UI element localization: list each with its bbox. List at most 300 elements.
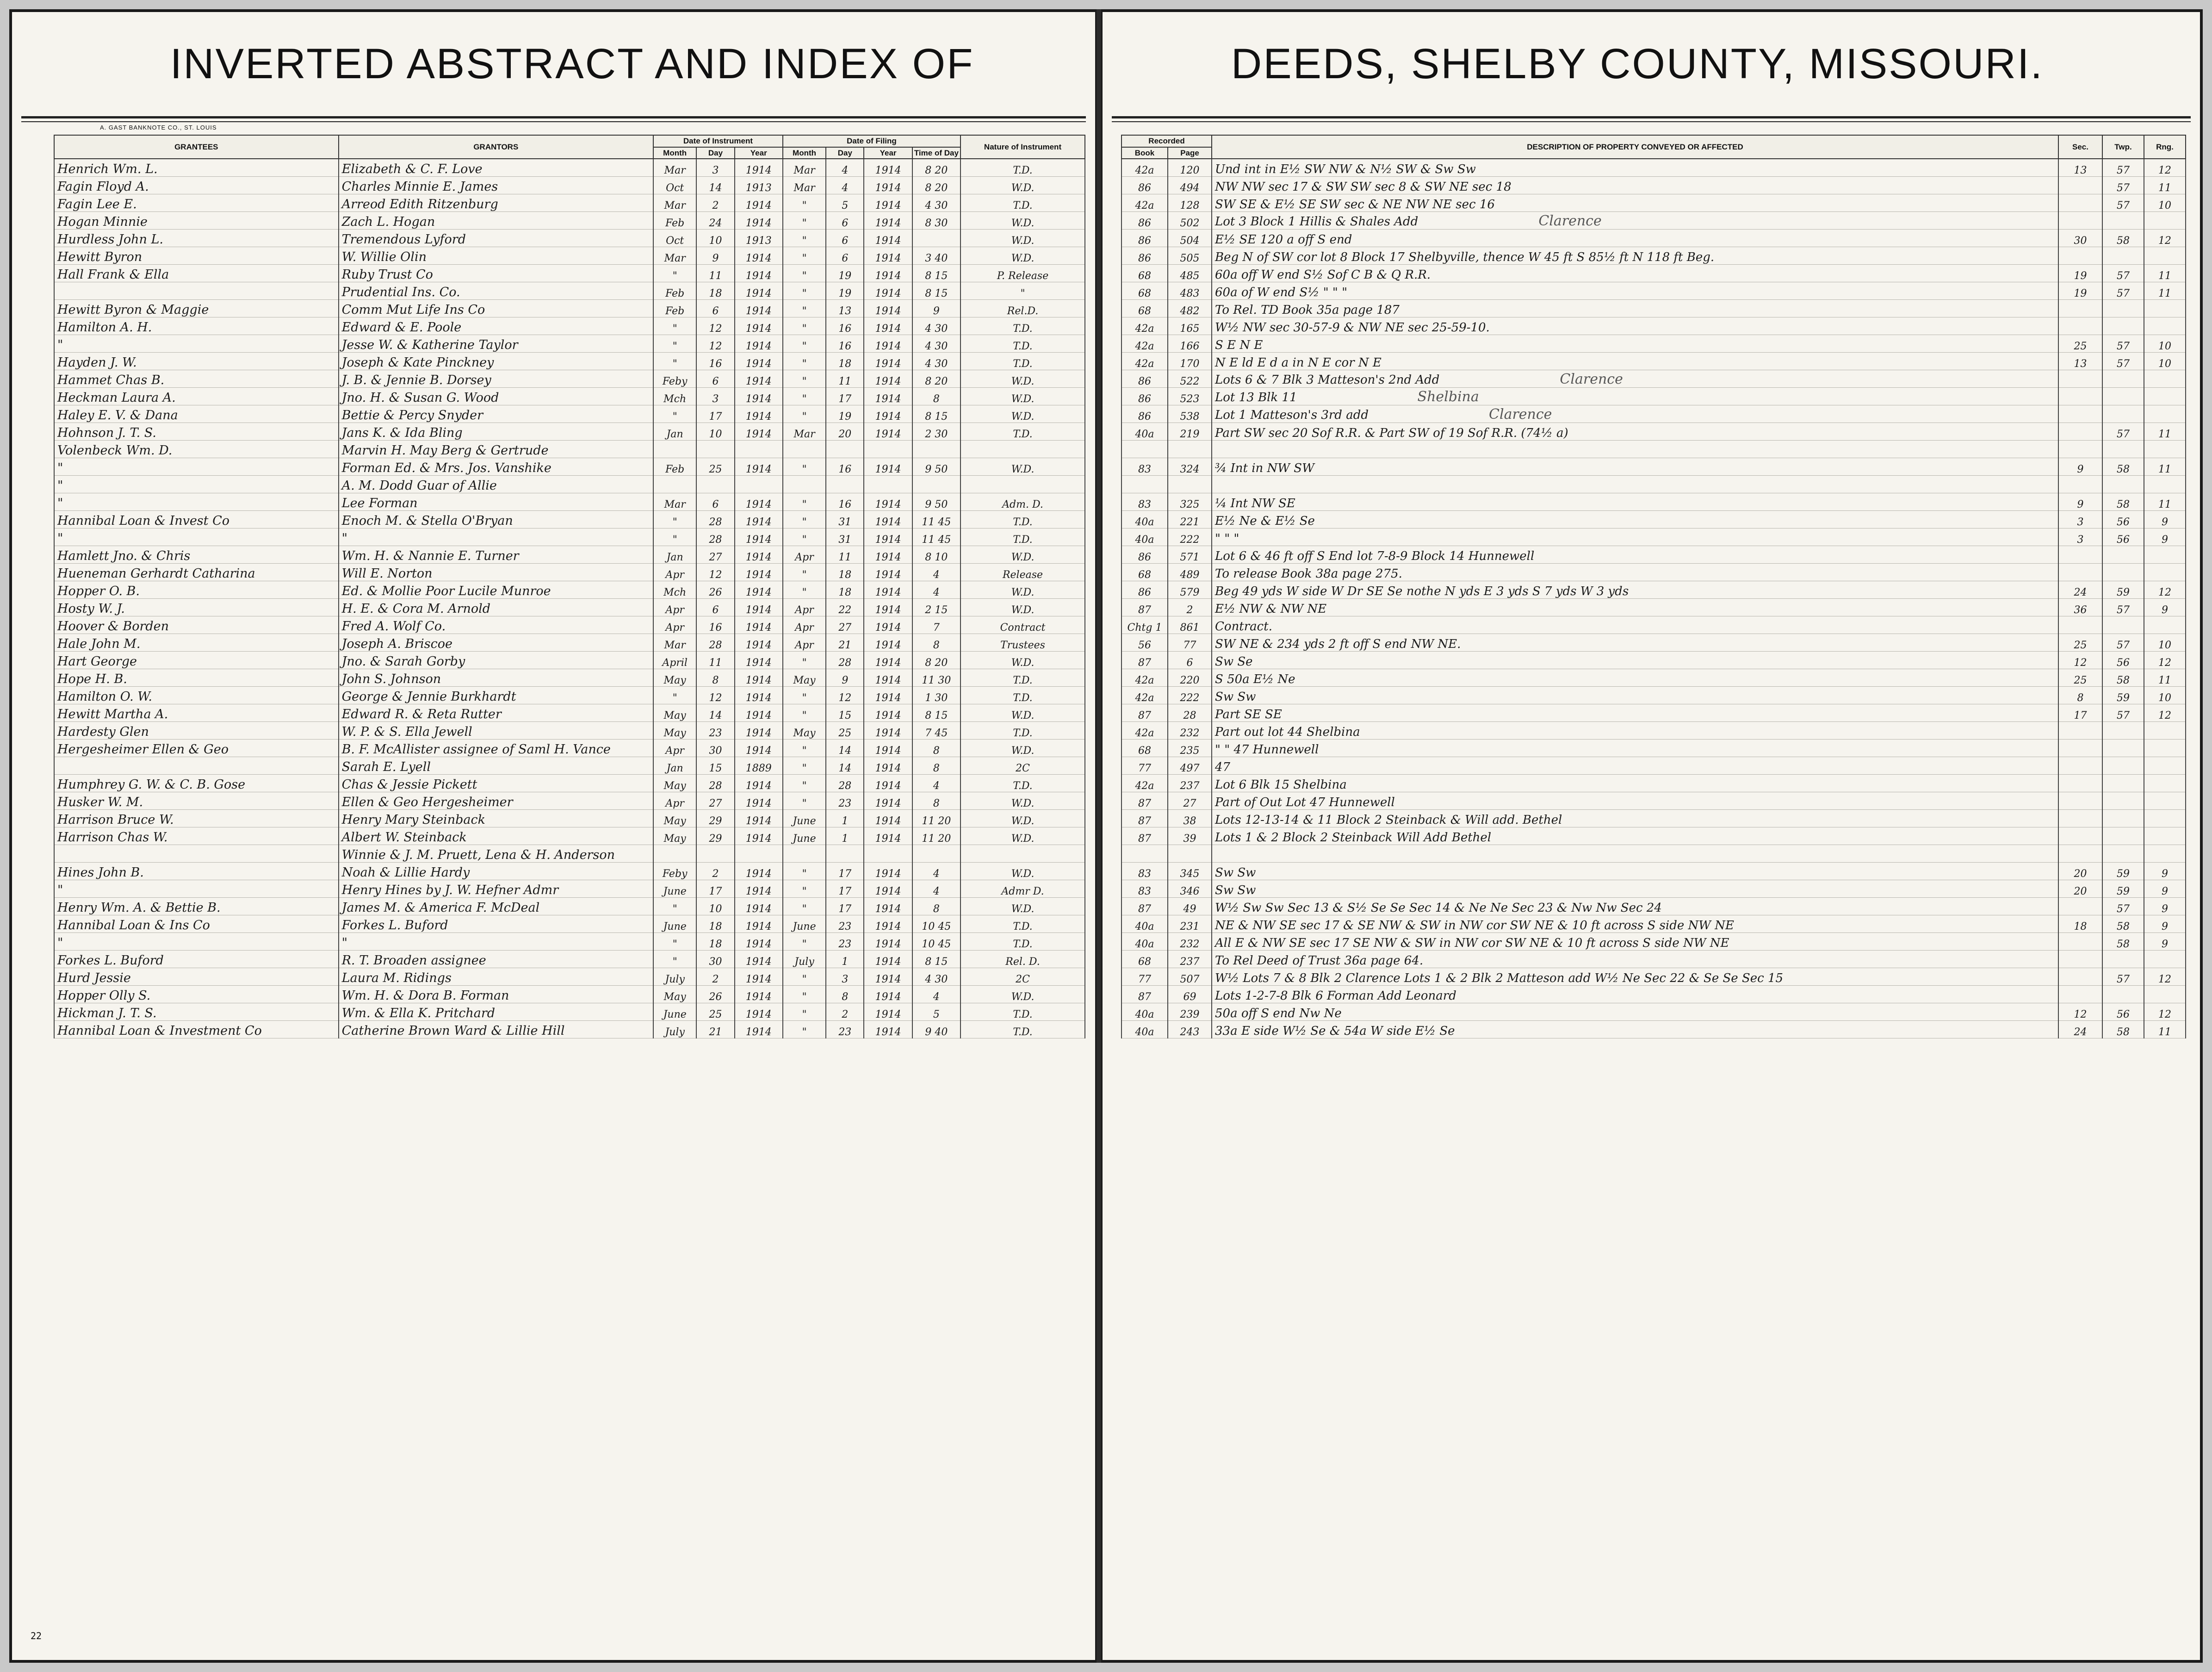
instrument-day-cell: 14 bbox=[696, 704, 734, 722]
instrument-year-cell: 1914 bbox=[735, 599, 783, 616]
instrument-year-cell: 1914 bbox=[735, 880, 783, 898]
ledger-row bbox=[54, 159, 1085, 177]
township-cell: 57 bbox=[2102, 265, 2144, 282]
grantor-cell: Catherine Brown Ward & Lillie Hill bbox=[339, 1021, 653, 1038]
grantor-cell: J. B. & Jennie B. Dorsey bbox=[339, 370, 653, 388]
filing-month-cell: " bbox=[783, 1021, 826, 1038]
filing-time-cell: 11 20 bbox=[912, 827, 960, 845]
filing-time-cell: 5 bbox=[912, 1003, 960, 1021]
section-cell: 19 bbox=[2058, 282, 2102, 300]
instrument-year-cell: 1914 bbox=[735, 915, 783, 933]
description-cell bbox=[1212, 423, 2058, 441]
filing-month-cell: " bbox=[783, 986, 826, 1003]
instrument-month-cell: Feb bbox=[653, 458, 696, 476]
filing-day-cell: 23 bbox=[826, 915, 864, 933]
instrument-year-cell: 1914 bbox=[735, 159, 783, 177]
grantor-cell: Henry Mary Steinback bbox=[339, 810, 653, 827]
instrument-year-cell: 1914 bbox=[735, 933, 783, 951]
instrument-month-cell: May bbox=[653, 810, 696, 827]
description-cell bbox=[1212, 528, 2058, 546]
section-cell: 30 bbox=[2058, 230, 2102, 247]
month-header: Month bbox=[783, 147, 826, 159]
instrument-day-cell: 9 bbox=[696, 247, 734, 265]
range-cell: 9 bbox=[2144, 863, 2186, 880]
filing-month-cell: " bbox=[783, 282, 826, 300]
township-cell: 59 bbox=[2102, 863, 2144, 880]
book-cell: 68 bbox=[1121, 951, 1168, 968]
township-cell bbox=[2102, 722, 2144, 740]
range-cell: 11 bbox=[2144, 265, 2186, 282]
filing-day-cell: 15 bbox=[826, 704, 864, 722]
filing-day-cell: 23 bbox=[826, 792, 864, 810]
nature-cell: W.D. bbox=[960, 177, 1085, 194]
section-cell bbox=[2058, 300, 2102, 317]
section-cell: 18 bbox=[2058, 915, 2102, 933]
page-cell: 482 bbox=[1168, 300, 1212, 317]
nature-cell bbox=[960, 441, 1085, 458]
description-text: ¾ Int in NW SW bbox=[1215, 461, 1314, 476]
description-text: Lots 12-13-14 & 11 Block 2 Steinback & Will add. Bethel bbox=[1215, 813, 1562, 827]
description-text: NW NW sec 17 & SW SW sec 8 & SW NE sec 18 bbox=[1215, 180, 1512, 194]
book-cell: 42a bbox=[1121, 687, 1168, 704]
description-text: To Rel. TD Book 35a page 187 bbox=[1215, 303, 1400, 317]
filing-month-cell bbox=[783, 845, 826, 863]
instrument-year-cell: 1914 bbox=[735, 669, 783, 687]
filing-time-cell: 9 50 bbox=[912, 458, 960, 476]
filing-month-cell: " bbox=[783, 317, 826, 335]
filing-time-cell: 4 bbox=[912, 564, 960, 581]
ledger-row bbox=[54, 898, 1085, 915]
nature-cell: W.D. bbox=[960, 652, 1085, 669]
section-cell bbox=[2058, 951, 2102, 968]
description-text: ¼ Int NW SE bbox=[1215, 497, 1295, 511]
filing-time-cell: 4 30 bbox=[912, 335, 960, 353]
grantor-cell: Ed. & Mollie Poor Lucile Munroe bbox=[339, 581, 653, 599]
description-text: Part SW sec 20 Sof R.R. & Part SW of 19 Sof R.R. (74½ a) bbox=[1215, 426, 1568, 441]
filing-time-cell: 11 45 bbox=[912, 511, 960, 528]
nature-cell: W.D. bbox=[960, 704, 1085, 722]
recorded-header: Recorded bbox=[1121, 135, 1212, 147]
nature-cell: W.D. bbox=[960, 827, 1085, 845]
instrument-month-cell: Apr bbox=[653, 792, 696, 810]
instrument-year-cell: 1914 bbox=[735, 546, 783, 564]
filing-month-cell: " bbox=[783, 880, 826, 898]
description-cell bbox=[1212, 915, 2058, 933]
instrument-day-cell bbox=[696, 476, 734, 493]
filing-month-cell: " bbox=[783, 652, 826, 669]
instrument-day-cell: 10 bbox=[696, 423, 734, 441]
book-cell: 68 bbox=[1121, 282, 1168, 300]
instrument-year-cell: 1914 bbox=[735, 511, 783, 528]
right-page-title: DEEDS, SHELBY COUNTY, MISSOURI. bbox=[1231, 40, 2044, 87]
page-cell: 324 bbox=[1168, 458, 1212, 476]
book-cell: 86 bbox=[1121, 247, 1168, 265]
description-cell bbox=[1212, 405, 2058, 423]
description-text: Lot 1 Matteson's 3rd add bbox=[1215, 408, 1369, 423]
ledger-row bbox=[1121, 493, 2186, 511]
filing-time-cell bbox=[912, 845, 960, 863]
section-cell bbox=[2058, 968, 2102, 986]
book-cell: 68 bbox=[1121, 740, 1168, 757]
range-cell: 12 bbox=[2144, 652, 2186, 669]
page-cell: 504 bbox=[1168, 230, 1212, 247]
book-header: Book bbox=[1121, 147, 1168, 159]
book-cell: 83 bbox=[1121, 880, 1168, 898]
filing-day-cell: 4 bbox=[826, 177, 864, 194]
filing-month-cell: " bbox=[783, 230, 826, 247]
description-text: To Rel Deed of Trust 36a page 64. bbox=[1215, 954, 1424, 968]
grantee-cell: Hardesty Glen bbox=[54, 722, 339, 740]
description-text: Lot 6 & 46 ft off S End lot 7-8-9 Block 14 Hunnewell bbox=[1215, 549, 1535, 564]
filing-time-cell: 2 15 bbox=[912, 599, 960, 616]
ledger-row bbox=[1121, 230, 2186, 247]
description-cell bbox=[1212, 476, 2058, 493]
filing-day-cell: 20 bbox=[826, 423, 864, 441]
ledger-row bbox=[1121, 898, 2186, 915]
ledger-row bbox=[54, 405, 1085, 423]
description-text: E½ SE 120 a off S end bbox=[1215, 233, 1352, 247]
instrument-month-cell: Apr bbox=[653, 599, 696, 616]
description-cell bbox=[1212, 898, 2058, 915]
filing-day-cell: 13 bbox=[826, 300, 864, 317]
instrument-year-cell: 1914 bbox=[735, 528, 783, 546]
grantee-cell bbox=[54, 845, 339, 863]
instrument-month-cell: " bbox=[653, 335, 696, 353]
filing-year-cell: 1914 bbox=[864, 722, 912, 740]
grantor-cell: Elizabeth & C. F. Love bbox=[339, 159, 653, 177]
instrument-day-cell: 2 bbox=[696, 863, 734, 880]
filing-year-cell: 1914 bbox=[864, 230, 912, 247]
filing-month-cell: " bbox=[783, 792, 826, 810]
ledger-row bbox=[1121, 370, 2186, 388]
page-cell: 222 bbox=[1168, 528, 1212, 546]
page-cell: 39 bbox=[1168, 827, 1212, 845]
description-cell bbox=[1212, 933, 2058, 951]
filing-day-cell: 23 bbox=[826, 933, 864, 951]
range-cell bbox=[2144, 810, 2186, 827]
nature-cell: W.D. bbox=[960, 810, 1085, 827]
filing-year-cell: 1914 bbox=[864, 915, 912, 933]
range-cell bbox=[2144, 616, 2186, 634]
instrument-year-cell: 1914 bbox=[735, 792, 783, 810]
filing-year-cell: 1914 bbox=[864, 704, 912, 722]
township-cell bbox=[2102, 845, 2144, 863]
instrument-day-cell: 18 bbox=[696, 282, 734, 300]
book-cell: 87 bbox=[1121, 827, 1168, 845]
range-cell: 12 bbox=[2144, 159, 2186, 177]
section-cell bbox=[2058, 476, 2102, 493]
ledger-row bbox=[1121, 441, 2186, 458]
instrument-month-cell: May bbox=[653, 669, 696, 687]
book-cell: 68 bbox=[1121, 300, 1168, 317]
nature-cell: T.D. bbox=[960, 722, 1085, 740]
nature-cell: T.D. bbox=[960, 1021, 1085, 1038]
instrument-day-cell: 30 bbox=[696, 951, 734, 968]
description-cell bbox=[1212, 353, 2058, 370]
township-cell: 57 bbox=[2102, 177, 2144, 194]
ledger-row bbox=[54, 951, 1085, 968]
township-cell bbox=[2102, 792, 2144, 810]
ledger-row bbox=[54, 968, 1085, 986]
range-cell: 10 bbox=[2144, 687, 2186, 704]
filing-month-cell: " bbox=[783, 863, 826, 880]
instrument-day-cell: 16 bbox=[696, 616, 734, 634]
instrument-month-cell: " bbox=[653, 898, 696, 915]
instrument-month-cell: Jan bbox=[653, 757, 696, 775]
description-text: Lots 6 & 7 Blk 3 Matteson's 2nd Add bbox=[1215, 373, 1440, 387]
day-header: Day bbox=[826, 147, 864, 159]
filing-year-cell: 1914 bbox=[864, 317, 912, 335]
filing-year-cell: 1914 bbox=[864, 740, 912, 757]
printer-imprint: A. GAST BANKNOTE CO., ST. LOUIS bbox=[100, 124, 217, 131]
section-cell: 9 bbox=[2058, 458, 2102, 476]
description-text: E½ NW & NW NE bbox=[1215, 602, 1327, 616]
description-text: E½ Ne & E½ Se bbox=[1215, 514, 1315, 528]
ledger-row bbox=[1121, 775, 2186, 792]
right-ledger-body bbox=[1121, 159, 2186, 1038]
filing-day-cell: 8 bbox=[826, 986, 864, 1003]
instrument-month-cell: May bbox=[653, 986, 696, 1003]
filing-month-cell: " bbox=[783, 687, 826, 704]
page-cell: 485 bbox=[1168, 265, 1212, 282]
filing-year-cell: 1914 bbox=[864, 405, 912, 423]
nature-cell: Admr D. bbox=[960, 880, 1085, 898]
ledger-row bbox=[54, 194, 1085, 212]
instrument-month-cell: Jan bbox=[653, 546, 696, 564]
filing-year-cell: 1914 bbox=[864, 775, 912, 792]
filing-year-cell: 1914 bbox=[864, 827, 912, 845]
instrument-year-cell: 1914 bbox=[735, 564, 783, 581]
range-cell: 11 bbox=[2144, 177, 2186, 194]
instrument-month-cell: Jan bbox=[653, 423, 696, 441]
instrument-year-cell: 1914 bbox=[735, 616, 783, 634]
description-cell bbox=[1212, 775, 2058, 792]
grantor-cell: Forman Ed. & Mrs. Jos. Vanshike bbox=[339, 458, 653, 476]
section-cell bbox=[2058, 405, 2102, 423]
ledger-row bbox=[54, 493, 1085, 511]
filing-day-cell: 25 bbox=[826, 722, 864, 740]
grantor-cell: Joseph A. Briscoe bbox=[339, 634, 653, 652]
description-cell bbox=[1212, 951, 2058, 968]
filing-time-cell: 8 20 bbox=[912, 159, 960, 177]
filing-day-cell: 1 bbox=[826, 951, 864, 968]
filing-month-cell: Mar bbox=[783, 423, 826, 441]
filing-time-cell: 8 bbox=[912, 898, 960, 915]
filing-time-cell: 9 40 bbox=[912, 1021, 960, 1038]
instrument-day-cell: 12 bbox=[696, 687, 734, 704]
description-text: Lots 1 & 2 Block 2 Steinback Will Add Bethel bbox=[1215, 831, 1492, 845]
page-cell: 483 bbox=[1168, 282, 1212, 300]
instrument-month-cell: Mar bbox=[653, 194, 696, 212]
grantor-cell: " bbox=[339, 528, 653, 546]
ledger-row bbox=[54, 370, 1085, 388]
filing-time-cell: 4 bbox=[912, 986, 960, 1003]
filing-year-cell: 1914 bbox=[864, 986, 912, 1003]
range-cell bbox=[2144, 951, 2186, 968]
range-cell: 10 bbox=[2144, 194, 2186, 212]
ledger-row bbox=[1121, 388, 2186, 405]
township-cell: 58 bbox=[2102, 493, 2144, 511]
township-cell: 57 bbox=[2102, 634, 2144, 652]
page-cell: 538 bbox=[1168, 405, 1212, 423]
ledger-row bbox=[54, 986, 1085, 1003]
nature-cell: " bbox=[960, 282, 1085, 300]
range-cell: 9 bbox=[2144, 511, 2186, 528]
filing-time-cell: 11 30 bbox=[912, 669, 960, 687]
instrument-year-cell: 1914 bbox=[735, 1003, 783, 1021]
corner-mark: 22 bbox=[31, 1630, 42, 1641]
description-cell bbox=[1212, 669, 2058, 687]
range-cell bbox=[2144, 300, 2186, 317]
grantors-header: GRANTORS bbox=[339, 135, 653, 159]
township-cell bbox=[2102, 740, 2144, 757]
range-cell: 9 bbox=[2144, 880, 2186, 898]
grantee-cell: " bbox=[54, 458, 339, 476]
range-cell bbox=[2144, 845, 2186, 863]
page-cell: 49 bbox=[1168, 898, 1212, 915]
filing-day-cell: 19 bbox=[826, 405, 864, 423]
town-name: Shelbina bbox=[1417, 389, 1479, 405]
instrument-month-cell: May bbox=[653, 827, 696, 845]
page-cell: 861 bbox=[1168, 616, 1212, 634]
grantor-cell: Forkes L. Buford bbox=[339, 915, 653, 933]
page-cell: 38 bbox=[1168, 810, 1212, 827]
ledger-row bbox=[54, 757, 1085, 775]
township-cell: 57 bbox=[2102, 423, 2144, 441]
filing-month-cell: " bbox=[783, 247, 826, 265]
description-text: " " 47 Hunnewell bbox=[1215, 743, 1319, 757]
range-cell bbox=[2144, 792, 2186, 810]
filing-time-cell: 11 20 bbox=[912, 810, 960, 827]
instrument-day-cell: 25 bbox=[696, 1003, 734, 1021]
ledger-row bbox=[1121, 581, 2186, 599]
grantor-cell: Tremendous Lyford bbox=[339, 230, 653, 247]
filing-day-cell: 9 bbox=[826, 669, 864, 687]
filing-year-cell: 1914 bbox=[864, 564, 912, 581]
grantee-cell: Hewitt Martha A. bbox=[54, 704, 339, 722]
filing-day-cell: 14 bbox=[826, 757, 864, 775]
range-cell: 12 bbox=[2144, 230, 2186, 247]
nature-cell: T.D. bbox=[960, 915, 1085, 933]
grantee-cell: " bbox=[54, 933, 339, 951]
range-cell bbox=[2144, 441, 2186, 458]
instrument-month-cell: June bbox=[653, 880, 696, 898]
ledger-row bbox=[1121, 792, 2186, 810]
range-cell: 9 bbox=[2144, 528, 2186, 546]
instrument-day-cell: 21 bbox=[696, 1021, 734, 1038]
township-cell: 58 bbox=[2102, 933, 2144, 951]
grantee-cell: " bbox=[54, 528, 339, 546]
filing-month-cell: " bbox=[783, 757, 826, 775]
nature-cell: W.D. bbox=[960, 898, 1085, 915]
filing-day-cell: 11 bbox=[826, 370, 864, 388]
ledger-row bbox=[54, 441, 1085, 458]
filing-day-cell: 18 bbox=[826, 581, 864, 599]
grantor-cell: Prudential Ins. Co. bbox=[339, 282, 653, 300]
range-cell bbox=[2144, 317, 2186, 335]
grantee-cell: Hannibal Loan & Invest Co bbox=[54, 511, 339, 528]
filing-month-cell: " bbox=[783, 353, 826, 370]
filing-time-cell: 8 20 bbox=[912, 370, 960, 388]
filing-month-cell: " bbox=[783, 405, 826, 423]
nature-cell: P. Release bbox=[960, 265, 1085, 282]
grantee-cell: Hurd Jessie bbox=[54, 968, 339, 986]
filing-time-cell: 1 30 bbox=[912, 687, 960, 704]
description-text: 47 bbox=[1215, 760, 1231, 775]
ledger-row bbox=[54, 616, 1085, 634]
township-cell bbox=[2102, 827, 2144, 845]
page-cell: 522 bbox=[1168, 370, 1212, 388]
description-cell bbox=[1212, 1003, 2058, 1021]
township-cell: 59 bbox=[2102, 880, 2144, 898]
filing-month-cell: " bbox=[783, 968, 826, 986]
ledger-row bbox=[1121, 405, 2186, 423]
instrument-day-cell: 29 bbox=[696, 827, 734, 845]
description-cell bbox=[1212, 159, 2058, 177]
grantee-cell: Hannibal Loan & Ins Co bbox=[54, 915, 339, 933]
filing-time-cell: 11 45 bbox=[912, 528, 960, 546]
instrument-year-cell: 1914 bbox=[735, 335, 783, 353]
filing-year-cell: 1914 bbox=[864, 933, 912, 951]
description-cell bbox=[1212, 282, 2058, 300]
nature-cell: T.D. bbox=[960, 775, 1085, 792]
nature-cell: W.D. bbox=[960, 986, 1085, 1003]
grantor-cell: Fred A. Wolf Co. bbox=[339, 616, 653, 634]
grantor-cell: Edward R. & Reta Rutter bbox=[339, 704, 653, 722]
township-cell bbox=[2102, 810, 2144, 827]
instrument-day-cell: 15 bbox=[696, 757, 734, 775]
filing-month-cell: " bbox=[783, 370, 826, 388]
ledger-row bbox=[54, 282, 1085, 300]
instrument-month-cell: Feb bbox=[653, 300, 696, 317]
filing-time-cell: 8 20 bbox=[912, 177, 960, 194]
left-page-title: INVERTED ABSTRACT AND INDEX OF bbox=[170, 40, 974, 87]
book-cell: 40a bbox=[1121, 511, 1168, 528]
instrument-month-cell: Mar bbox=[653, 634, 696, 652]
description-cell bbox=[1212, 652, 2058, 669]
filing-year-cell: 1914 bbox=[864, 353, 912, 370]
filing-day-cell: 14 bbox=[826, 740, 864, 757]
nature-cell: Rel. D. bbox=[960, 951, 1085, 968]
range-cell: 9 bbox=[2144, 599, 2186, 616]
instrument-year-cell: 1914 bbox=[735, 317, 783, 335]
grantor-cell: Comm Mut Life Ins Co bbox=[339, 300, 653, 317]
instrument-year-cell bbox=[735, 441, 783, 458]
instrument-year-cell: 1914 bbox=[735, 898, 783, 915]
filing-year-cell: 1914 bbox=[864, 300, 912, 317]
nature-cell: Release bbox=[960, 564, 1085, 581]
instrument-month-cell: June bbox=[653, 915, 696, 933]
book-cell: 40a bbox=[1121, 423, 1168, 441]
page-cell: 237 bbox=[1168, 951, 1212, 968]
description-text: Sw Se bbox=[1215, 655, 1253, 669]
grantee-cell: Heckman Laura A. bbox=[54, 388, 339, 405]
ledger-row bbox=[54, 528, 1085, 546]
nature-cell: 2C bbox=[960, 757, 1085, 775]
time-of-day-header: Time of Day bbox=[912, 147, 960, 159]
instrument-year-cell bbox=[735, 845, 783, 863]
instrument-day-cell: 26 bbox=[696, 581, 734, 599]
grantor-cell: Ellen & Geo Hergesheimer bbox=[339, 792, 653, 810]
filing-time-cell: 8 bbox=[912, 757, 960, 775]
page-cell: 166 bbox=[1168, 335, 1212, 353]
instrument-year-cell: 1914 bbox=[735, 722, 783, 740]
township-cell: 57 bbox=[2102, 159, 2144, 177]
range-cell bbox=[2144, 405, 2186, 423]
ledger-row bbox=[1121, 1021, 2186, 1038]
grantor-cell: Jesse W. & Katherine Taylor bbox=[339, 335, 653, 353]
section-cell: 24 bbox=[2058, 1021, 2102, 1038]
